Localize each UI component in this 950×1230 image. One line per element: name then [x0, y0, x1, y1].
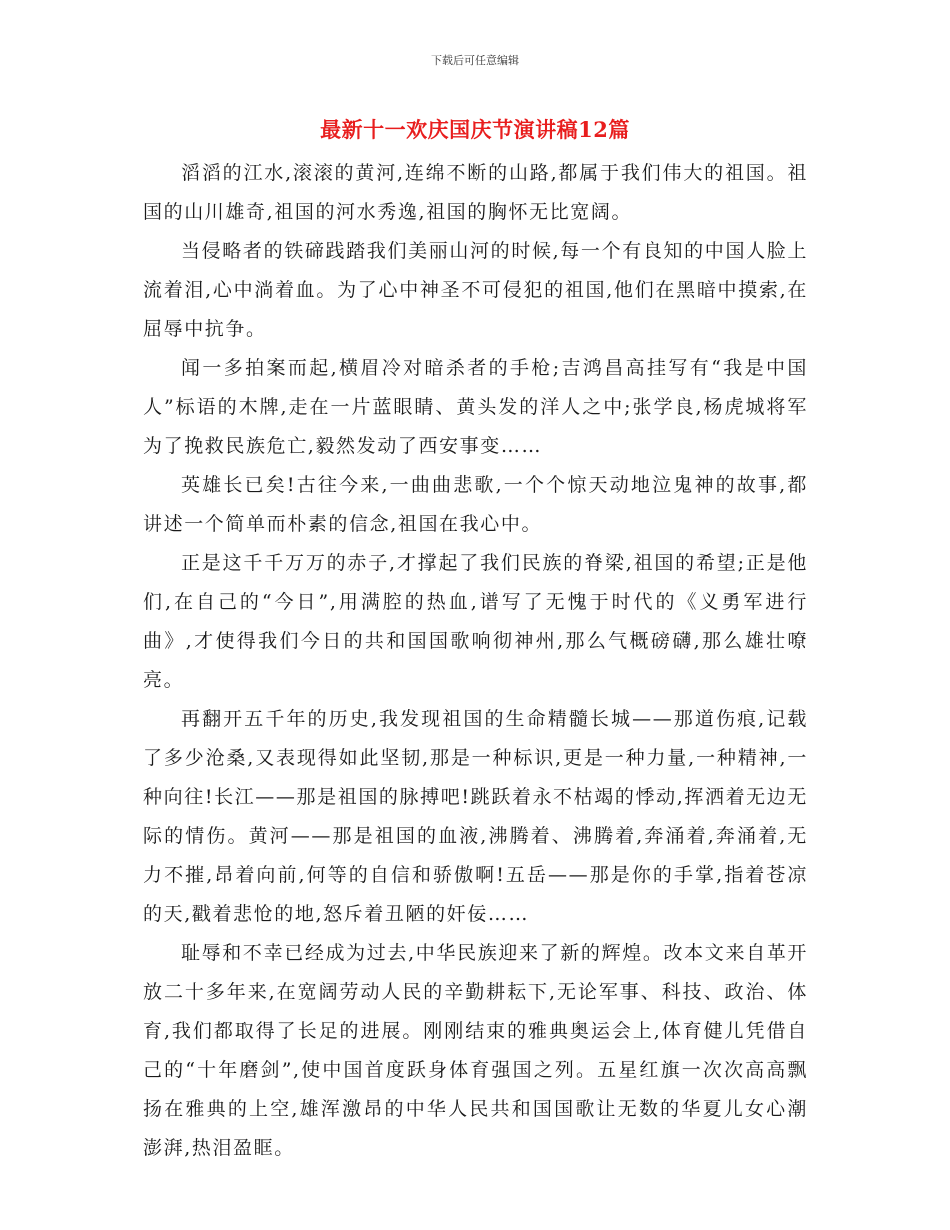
document-title: 最新十一欢庆国庆节演讲稿12篇 — [320, 117, 630, 142]
paragraph: 英雄长已矣!古往今来,一曲曲悲歌,一个个惊天动地泣鬼神的故事,都讲述一个简单而朴素的信念,祖国在我心中。 — [143, 474, 808, 535]
paragraph: 正是这千千万万的赤子,才撑起了我们民族的脊梁,祖国的希望;正是他们,在自己的“今日”,用满腔的热血,谱写了无愧于时代的《义勇军进行曲》,才使得我们今日的共和国国歌响彻神州,那么气概磅礴,那么雄壮嘹亮。 — [143, 552, 808, 691]
document-body — [143, 154, 808, 1168]
paragraph: 当侵略者的铁碲践踏我们美丽山河的时候,每一个有良知的中国人脸上流着泪,心中淌着血。为了心中神圣不可侵犯的祖国,他们在黑暗中摸索,在屈辱中抗争。 — [143, 240, 808, 340]
header-note: 下载后可任意编辑 — [431, 54, 519, 67]
paragraph: 耻辱和不幸已经成为过去,中华民族迎来了新的辉煌。改本文来自革开放二十多年来,在宽阔劳动人民的辛勤耕耘下,无论军事、科技、政治、体育,我们都取得了长足的进展。刚刚结束的雅典奥运会上,体育健儿凭借自己的“十年磨剑”,使中国首度跃身体育强国之列。五星红旗一次次高高飘扬在雅典的上空,雄浑激昂的中华人民共和国国歌让无数的华夏儿女心潮澎湃,热泪盈眶。 — [143, 942, 808, 1159]
paragraph: 再翻开五千年的历史,我发现祖国的生命精髓长城——那道伤痕,记载了多少沧桑,又表现得如此坚韧,那是一种标识,更是一种力量,一种精神,一种向往!长江——那是祖国的脉搏吧!跳跃着永不枯竭的悸动,挥洒着无边无际的情伤。黄河——那是祖国的血液,沸腾着、沸腾着,奔涌着,奔涌着,无力不摧,昂着向前,何等的自信和骄傲啊!五岳——那是你的手掌,指着苍凉的天,戳着悲怆的地,怒斥着丑陋的奸佞…… — [143, 708, 808, 925]
paragraph: 滔滔的江水,滚滚的黄河,连绵不断的山路,都属于我们伟大的祖国。祖国的山川雄奇,祖国的河水秀逸,祖国的胸怀无比宽阔。 — [143, 162, 808, 223]
paragraph: 闻一多拍案而起,横眉冷对暗杀者的手枪;吉鸿昌高挂写有“我是中国人”标语的木牌,走在一片蓝眼睛、黄头发的洋人之中;张学良,杨虎城将军为了挽救民族危亡,毅然发动了西安事变…… — [143, 357, 808, 457]
